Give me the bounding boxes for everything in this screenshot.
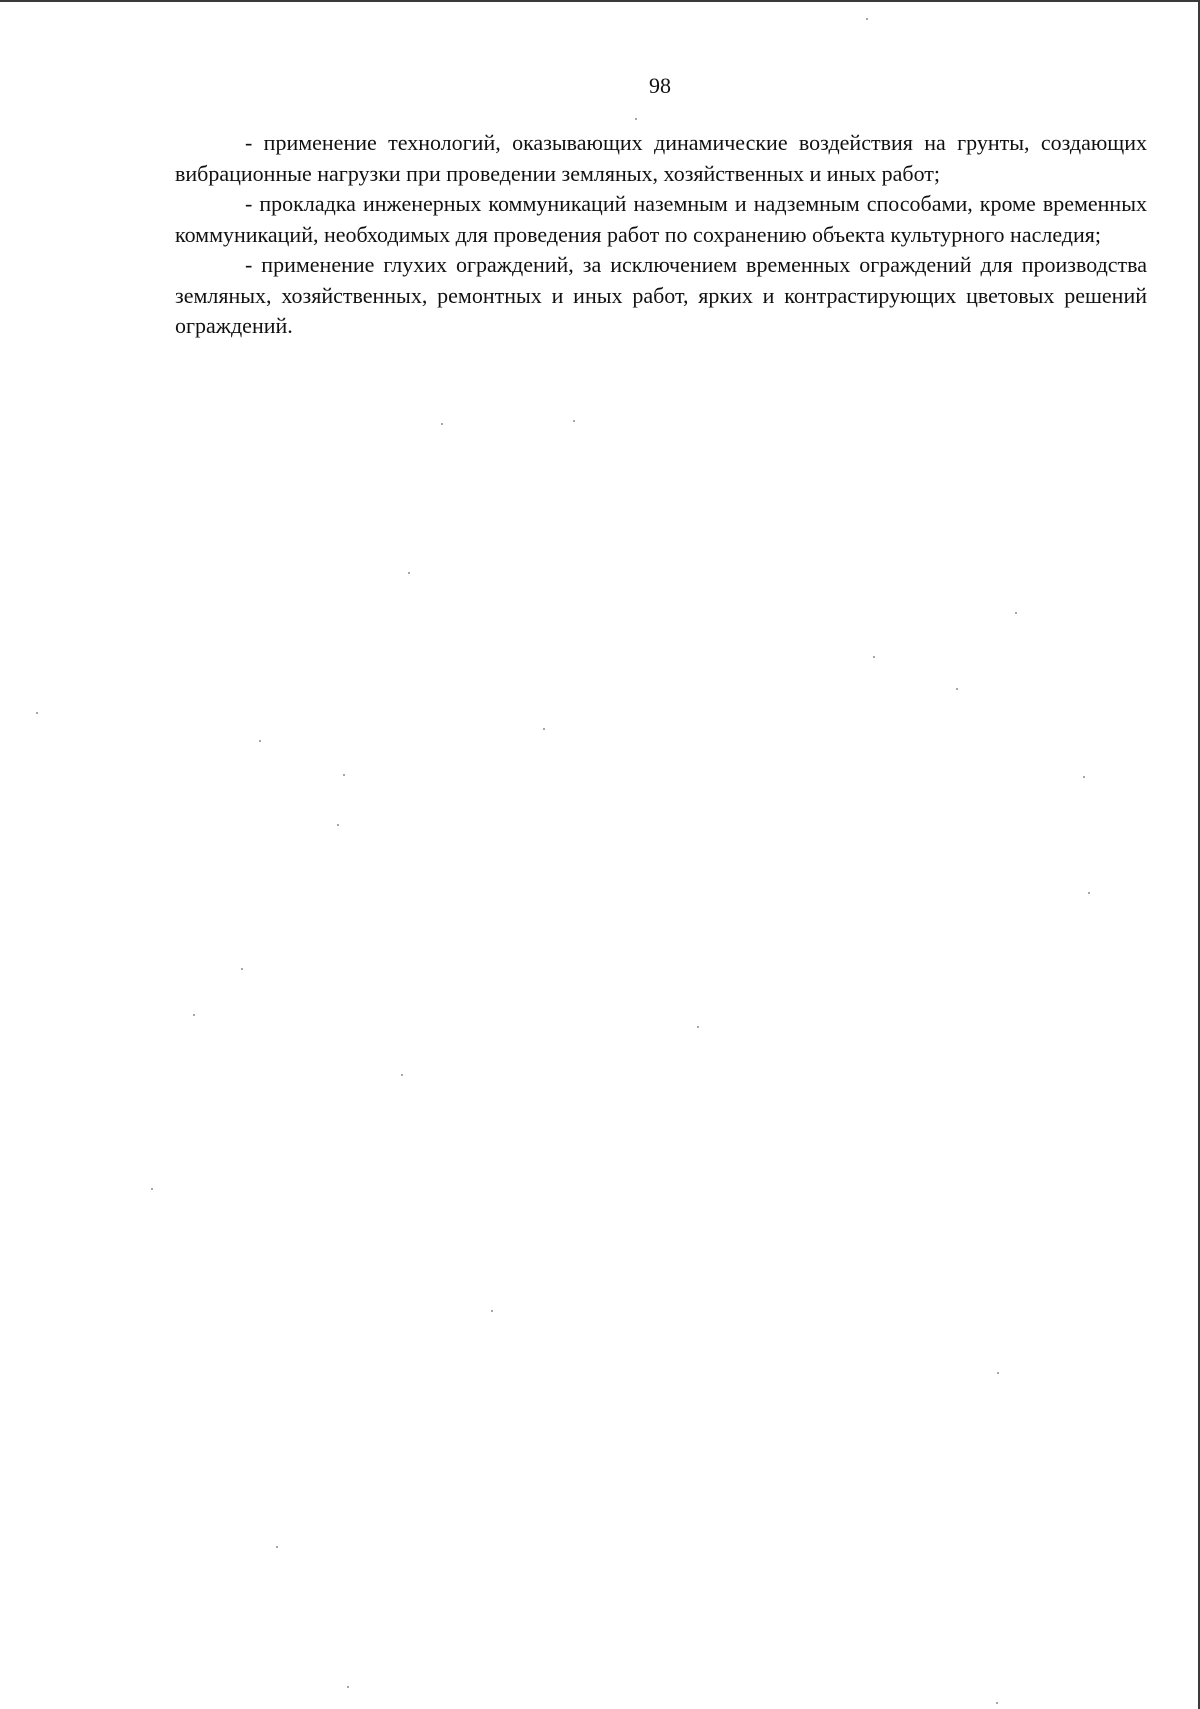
scan-speck [873, 656, 875, 658]
scan-speck [573, 420, 575, 422]
scan-speck [1088, 892, 1090, 894]
scan-speck [635, 118, 637, 120]
paragraph-2: - прокладка инженерных коммуникаций наземным и надземным способами, кроме временных коммуникаций, необходимых для проведения работ по сохранению объекта культурного наследия; [175, 191, 1147, 247]
scan-speck [1083, 776, 1085, 778]
scan-speck [343, 774, 345, 776]
body-text [175, 128, 1147, 342]
scan-speck [401, 1074, 403, 1076]
scan-speck [997, 1372, 999, 1374]
scan-speck [697, 1026, 699, 1028]
scan-speck [241, 968, 243, 970]
scan-border-top [0, 0, 1200, 2]
scan-speck [259, 740, 261, 742]
scan-speck [408, 572, 410, 574]
scan-speck [347, 1686, 349, 1688]
scan-speck [866, 18, 868, 20]
scan-speck [996, 1702, 998, 1704]
scan-speck [491, 1310, 493, 1312]
scan-speck [1015, 612, 1017, 614]
paragraph-1: - применение технологий, оказывающих динамические воздействия на грунты, создающих вибрационные нагрузки при проведении земляных, хозяйственных и иных работ; [175, 130, 1147, 186]
scan-speck [956, 688, 958, 690]
scan-speck [151, 1188, 153, 1190]
scan-speck [36, 712, 38, 714]
scan-speck [441, 423, 443, 425]
scan-speck [337, 824, 339, 826]
scan-speck [193, 1014, 195, 1016]
page-number: 98 [649, 73, 671, 98]
paragraph-3: - применение глухих ограждений, за исключением временных ограждений для производства земляных, хозяйственных, ремонтных и иных работ, ярких и контрастирующих цветовых решений ограждений. [175, 252, 1147, 338]
scan-speck [276, 1546, 278, 1548]
scan-speck [543, 728, 545, 730]
